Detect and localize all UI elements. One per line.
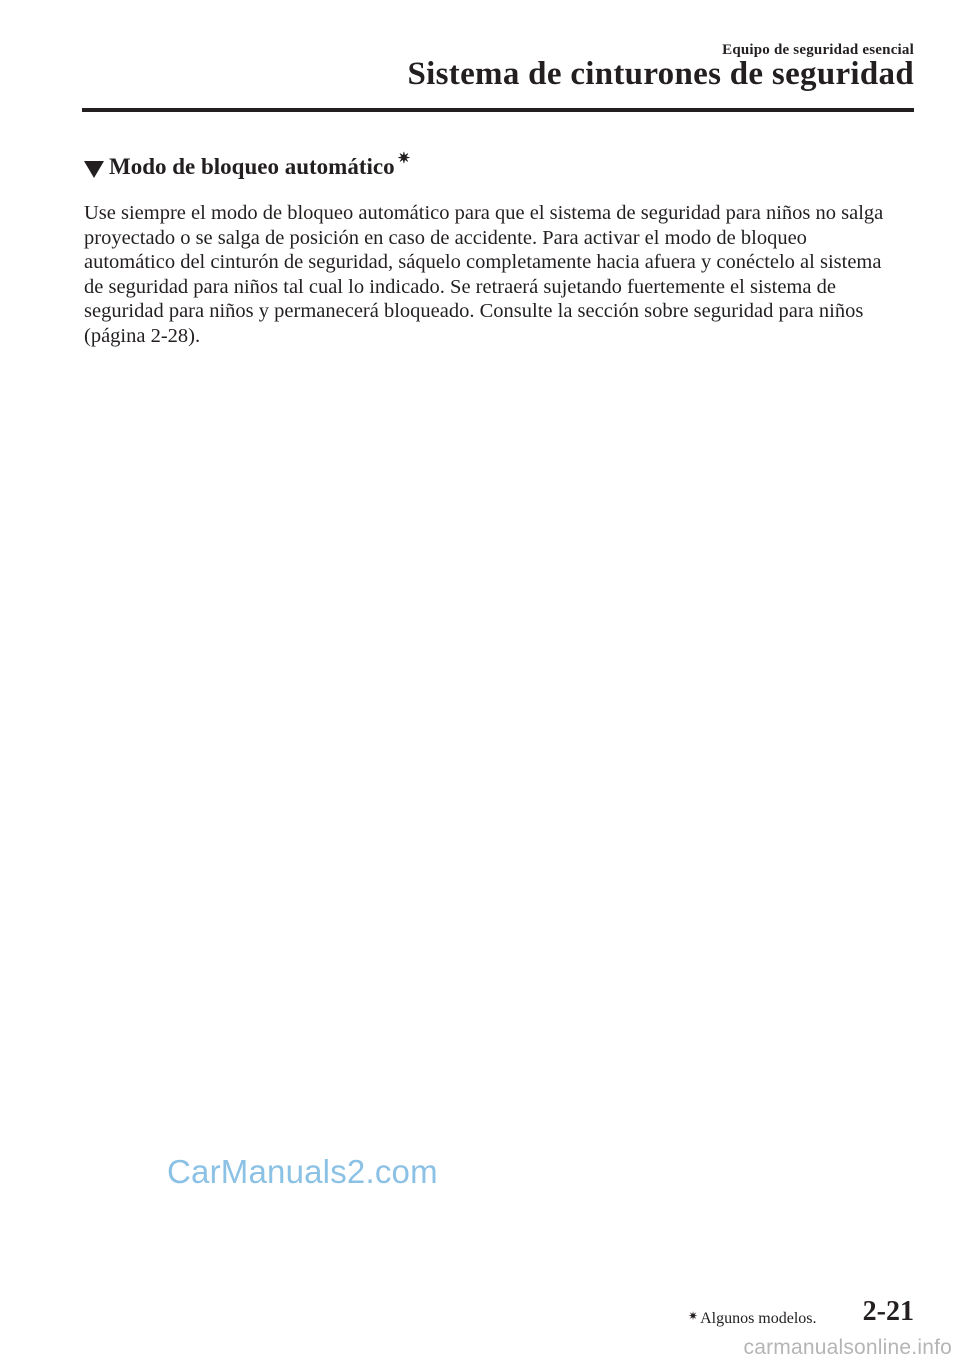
star-icon: ✷	[688, 1309, 699, 1323]
star-icon: ✷	[397, 151, 411, 167]
footnote	[688, 1310, 817, 1328]
header-divider	[82, 108, 914, 112]
watermark-logo: CarManuals2.com	[167, 1153, 438, 1190]
page-number: 2-21	[862, 1296, 914, 1327]
subheading-text: Modo de bloqueo automático	[109, 154, 395, 179]
body-paragraph: Use siempre el modo de bloqueo automático para que el sistema de seguridad para niños no salga proyectado o se salga de posición en caso de accidente. Para activar el modo de bloqueo automático del cinturón de seguridad, sáquelo completamente hacia afuera y conéctelo al sistema de seguridad para niños tal cual lo indicado. Se retraerá sujetando fuertemente el sistema de seguridad para niños y permanecerá bloqueado. Consulte la sección sobre seguridad para niños (página 2-28).	[84, 202, 884, 347]
triangle-down-icon	[84, 161, 104, 178]
footnote-text: Algunos modelos.	[700, 1310, 817, 1327]
header-section: Equipo de seguridad esencial	[722, 42, 914, 58]
page-title: Sistema de cinturones de seguridad	[407, 56, 914, 92]
site-watermark: carmanualsonline.info	[743, 1336, 952, 1359]
subheading	[84, 151, 411, 180]
